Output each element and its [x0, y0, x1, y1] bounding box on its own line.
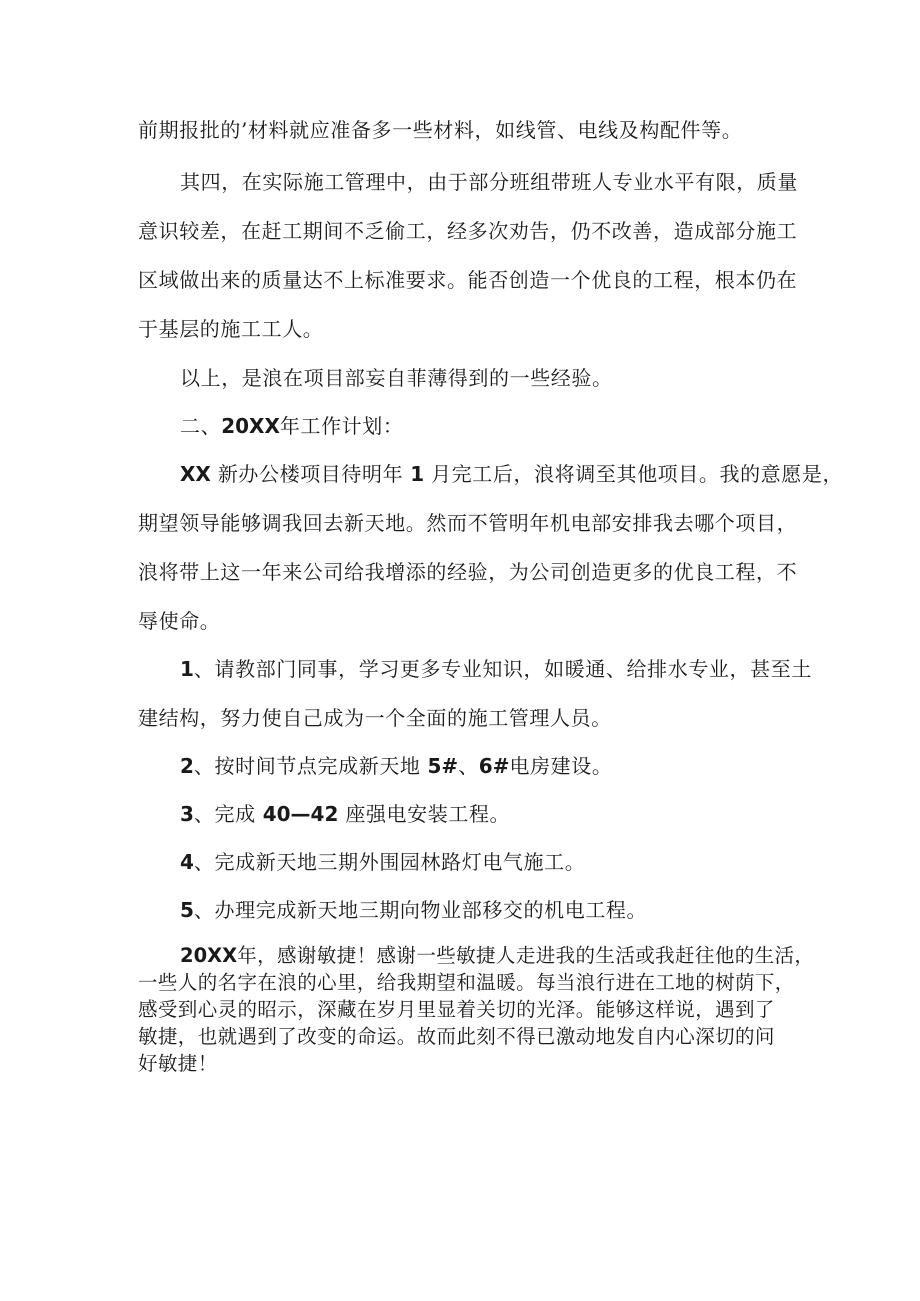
plan-item-1-continuation: 建结构，努力使自己成为一个全面的施工管理人员。 [138, 706, 612, 730]
plan-intro-line-1 [180, 462, 843, 486]
plan-intro-line-2: 期望领导能够调我回去新天地。然而不管明年机电部安排我去哪个项目， [138, 511, 798, 535]
plan-intro-text-b: 月完工后，浪将调至其他项目。我的意愿是， [431, 462, 844, 486]
substation-code-a: 5# [427, 754, 459, 778]
plan-heading-suffix: 年工作计划： [279, 414, 404, 438]
plan-item-number: 5 [180, 898, 194, 922]
substation-code-b: 6# [478, 754, 510, 778]
plan-item-text: 办理完成新天地三期向物业部移交的机电工程。 [214, 898, 648, 922]
paragraph-intro-tail: 前期报批的’材料就应准备多一些材料，如线管、电线及构配件等。 [138, 118, 743, 142]
plan-item-3 [180, 802, 510, 826]
closing-line-5: 好敏捷！ [138, 1052, 218, 1075]
project-code: XX [180, 462, 211, 486]
plan-item-text-b: 座强电安装工程。 [345, 802, 511, 826]
plan-heading-year: 20XX [221, 414, 280, 438]
plan-item-5 [180, 898, 647, 922]
plan-item-sep: 、 [193, 898, 215, 922]
plan-item-number: 3 [180, 802, 194, 826]
plan-item-2 [180, 754, 612, 778]
point-four-line-3: 区域做出来的质量达不上标准要求。能否创造一个优良的工程，根本仍在 [138, 268, 798, 292]
closing-line-1 [180, 944, 814, 968]
plan-item-1 [180, 657, 812, 681]
closing-line-1-text: 年，感谢敏捷！感谢一些敏捷人走进我的生活或我赶往他的生活， [237, 944, 815, 967]
plan-item-sep: 、 [193, 802, 215, 826]
plan-heading [180, 414, 403, 438]
plan-intro-line-4: 辱使命。 [138, 609, 221, 633]
closing-year: 20XX [180, 944, 238, 967]
plan-item-text-a: 完成 [214, 802, 256, 826]
plan-item-text-c: 电房建设。 [509, 754, 613, 778]
closing-line-3: 感受到心灵的昭示，深藏在岁月里显着关切的光泽。能够这样说，遇到了 [138, 998, 775, 1021]
point-four-line-2: 意识较差，在赶工期间不乏偷工，经多次劝告，仍不改善，造成部分施工 [138, 219, 798, 243]
plan-item-sep: 、 [193, 850, 215, 874]
building-range: 40—42 [262, 802, 339, 826]
plan-item-number: 1 [180, 657, 194, 681]
paragraph-summary: 以上，是浪在项目部妄自菲薄得到的一些经验。 [180, 366, 613, 390]
plan-item-number: 4 [180, 850, 194, 874]
point-four-line-4: 于基层的施工工人。 [138, 317, 324, 341]
plan-item-number: 2 [180, 754, 194, 778]
plan-intro-line-3: 浪将带上这一年来公司给我增添的经验，为公司创造更多的优良工程，不 [138, 560, 798, 584]
completion-month: 1 [410, 462, 425, 486]
point-four-line-1: 其四，在实际施工管理中，由于部分班组带班人专业水平有限，质量 [180, 170, 798, 194]
plan-item-4 [180, 850, 585, 874]
plan-item-sep: 、 [193, 657, 215, 681]
plan-heading-prefix: 二、 [180, 414, 222, 438]
plan-item-text: 请教部门同事，学习更多专业知识，如暖通、给排水专业，甚至土 [214, 657, 812, 681]
plan-item-text-a: 按时间节点完成新天地 [214, 754, 421, 778]
closing-line-4: 敏捷，也就遇到了改变的命运。故而此刻不得已激动地发自内心深切的问 [138, 1025, 775, 1048]
plan-item-sep: 、 [193, 754, 215, 778]
closing-line-2: 一些人的名字在浪的心里，给我期望和温暖。每当浪行进在工地的树荫下， [138, 971, 795, 994]
plan-item-text-b: 、 [458, 754, 479, 778]
plan-intro-text-a: 新办公楼项目待明年 [217, 462, 404, 486]
plan-item-text: 完成新天地三期外围园林路灯电气施工。 [214, 850, 586, 874]
